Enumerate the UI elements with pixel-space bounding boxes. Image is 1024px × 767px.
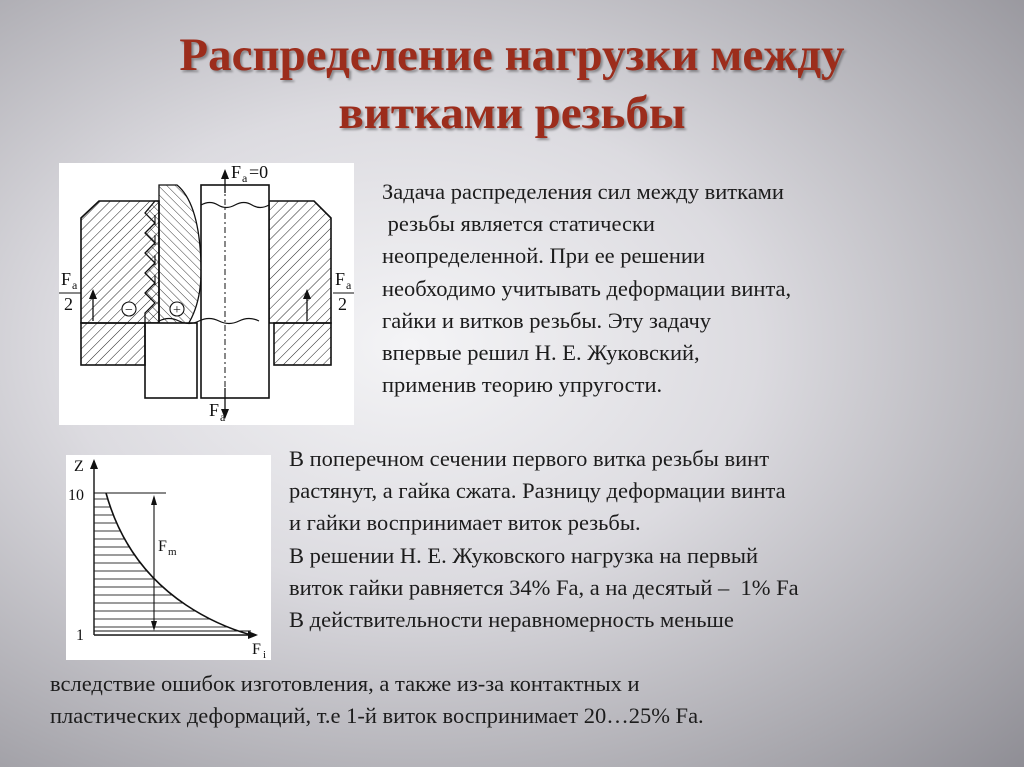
label-right-num: F: [335, 269, 346, 289]
slide-title-line-2: витками резьбы: [338, 87, 686, 139]
load-graph-svg: [66, 455, 271, 660]
slide-title-line-1: Распределение нагрузки между: [179, 29, 845, 81]
load-distribution-graph: [66, 455, 271, 660]
curve-label: F: [158, 538, 167, 555]
label-left-num: F: [61, 269, 72, 289]
text-line: и гайки воспринимает виток резьбы.: [289, 510, 641, 536]
label-top-sub: a: [242, 171, 248, 185]
slide-title: [60, 26, 964, 142]
text-line: неопределенной. При ее решении: [382, 243, 705, 269]
text-line: необходимо учитывать деформации винта,: [382, 275, 792, 301]
bolt-core: [201, 185, 269, 398]
text-block-intro: [382, 176, 791, 401]
text-line: виток гайки равняется 34% Fa, а на десятый – 1% Fa: [289, 574, 799, 600]
base-plate-right: [274, 323, 331, 365]
tick-bottom: 1: [76, 627, 84, 644]
label-right-den: 2: [338, 294, 347, 314]
bolt-shank: [145, 323, 197, 398]
label-top-f: F: [231, 163, 242, 182]
text-line: В решении Н. Е. Жуковского нагрузка на первый: [289, 542, 759, 568]
text-line: В действительности неравномерность меньше: [289, 607, 734, 633]
label-right-num-sub: a: [346, 278, 352, 292]
text-line: впервые решил Н. Е. Жуковский,: [382, 340, 700, 366]
thread-diagram-svg: [59, 163, 354, 425]
tick-top: 10: [68, 487, 84, 504]
text-line: применив теорию упругости.: [382, 372, 663, 398]
text-line: вследствие ошибок изготовления, а также из-за контактных и: [50, 671, 640, 696]
label-left-den: 2: [64, 294, 73, 314]
sign-plus: +: [173, 303, 181, 318]
sign-minus: −: [125, 303, 133, 318]
nut-right: [269, 201, 331, 323]
label-bottom-sub: a: [220, 410, 226, 424]
label-top-eq: =0: [249, 163, 269, 182]
load-curve-area: [94, 493, 251, 635]
text-line: В поперечном сечении первого витка резьбы винт: [289, 446, 770, 471]
axis-y-label: Z: [74, 458, 84, 475]
text-line: резьбы является статически: [382, 211, 655, 237]
text-line: растянут, а гайка сжата. Разницу деформации винта: [289, 478, 786, 504]
base-plate-left: [81, 323, 145, 365]
text-block-conclusion: [50, 668, 704, 732]
label-left-num-sub: a: [72, 278, 78, 292]
curve-label-sub: m: [168, 546, 177, 558]
text-line: Задача распределения сил между витками: [382, 179, 784, 204]
label-bottom-f: F: [209, 400, 220, 420]
axis-x-sub: i: [263, 649, 267, 660]
text-line: гайки и витков резьбы. Эту задачу: [382, 307, 712, 333]
text-block-deformation: [289, 443, 799, 636]
thread-load-diagram: [59, 163, 354, 425]
axis-x-label: F: [252, 641, 261, 658]
text-line: пластических деформаций, т.е 1-й виток воспринимает 20…25% Fa.: [50, 703, 704, 729]
